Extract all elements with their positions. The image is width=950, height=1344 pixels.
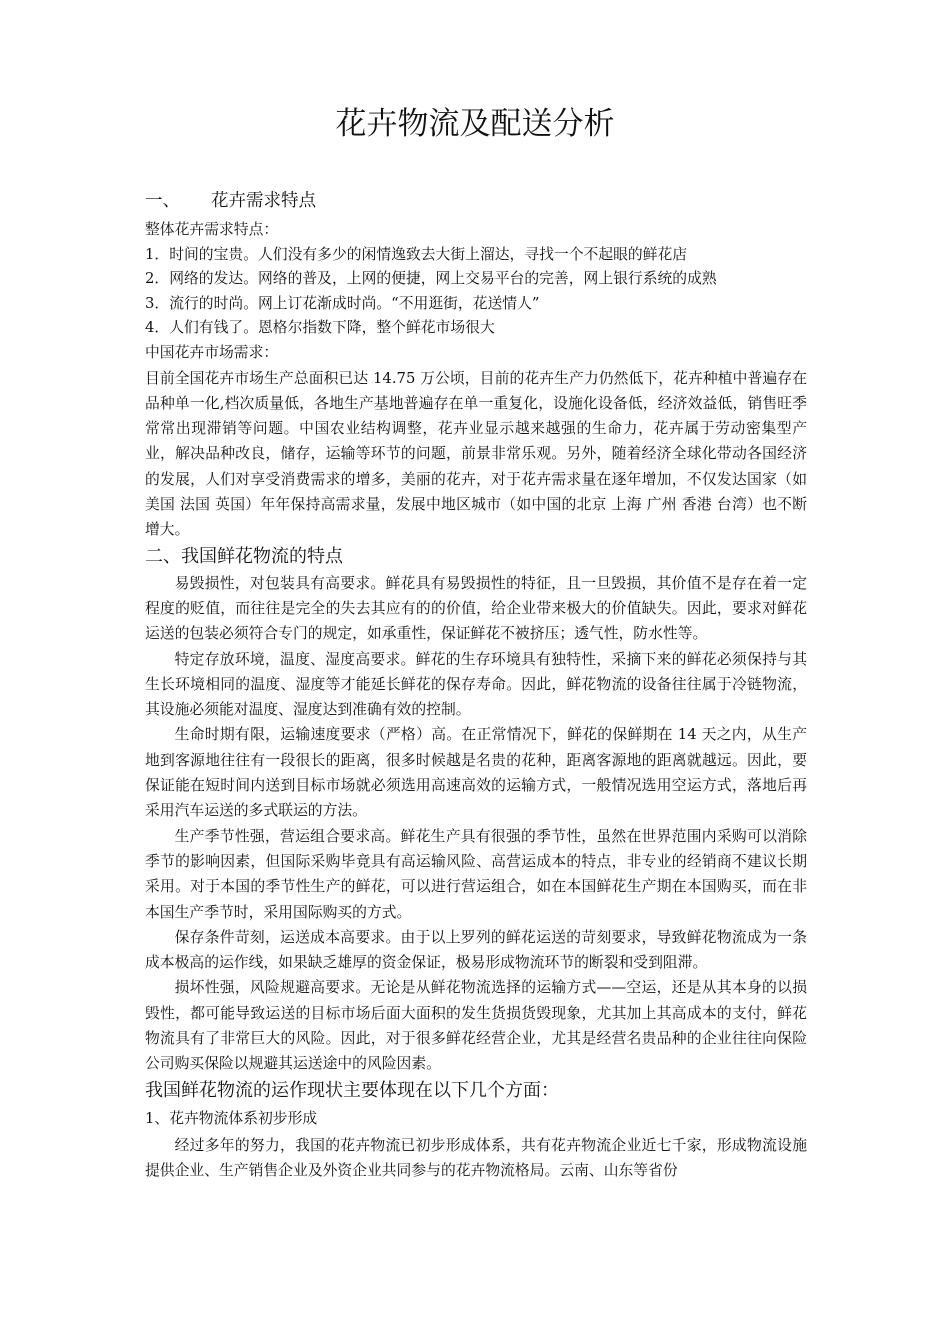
section-2-paragraph-2: 特定存放环境，温度、湿度高要求。鲜花的生存环境具有独特性，采摘下来的鲜花必须保持与其生长环境相同的温度、湿度等才能延长鲜花的保存寿命。因此，鲜花物流的设备往往属于冷链物流，其设施必须能对温度、湿度达到准确有效的控制。 <box>145 650 807 719</box>
demand-item-2: 2．网络的发达。网络的普及，上网的便捷，网上交易平台的完善，网上银行系统的成熟 <box>145 270 717 288</box>
section-2-paragraph-3: 生命时期有限，运输速度要求（严格）高。在正常情况下，鲜花的保鲜期在 14 天之内，从生产地到客源地往往有一段很长的距离，很多时候越是名贵的花种，距离客源地的距离就越远。因此，要保证能在短时间内送到目标市场就必须选用高速高效的运输方式，一般情况选用空运方式，落地后再采用汽车运送的多式联运的方法。 <box>145 726 807 820</box>
section-2-paragraph-1: 易毁损性，对包装具有高要求。鲜花具有易毁损性的特征，且一旦毁损，其价值不是存在着一定程度的贬值，而往往是完全的失去其应有的的价值，给企业带来极大的价值缺失。因此，要求对鲜花运送的包装必须符合专门的规定，如承重性，保证鲜花不被挤压；透气性，防水性等。 <box>145 574 807 643</box>
demand-item-1: 1．时间的宝贵。人们没有多少的闲情逸致去大街上溜达，寻找一个不起眼的鲜花店 <box>145 245 688 263</box>
section-3-subheading: 1、花卉物流体系初步形成 <box>145 1109 318 1127</box>
document-title: 花卉物流及配送分析 <box>335 106 615 142</box>
section-1-title: 花卉需求特点 <box>211 191 316 211</box>
china-market-paragraph: 目前全国花卉市场生产总面积已达 14.75 万公顷，目前的花卉生产力仍然低下，花卉种植中普遍存在品种单一化,档次质量低，各地生产基地普遍存在单一重复化，设施化设备低，经济效益低，销售旺季常常出现滞销等问题。中国农业结构调整，花卉业显示越来越强的生命力，花卉属于劳动密集型产业，解决品种改良，储存，运输等环节的问题，前景非常乐观。另外，随着经济全球化带动各国经济的发展，人们对享受消费需求的增多，美丽的花卉，对于花卉需求量在逐年增加，不仅发达国家（如美国 法国 英国）年年保持高需求量，发展中地区城市（如中国的北京 上海 广州 香港 台湾）也不断增大。 <box>145 369 807 539</box>
section-2-paragraph-6: 损坏性强，风险规避高要求。无论是从鲜花物流选择的运输方式——空运，还是从其本身的以损毁性，都可能导致运送的目标市场后面大面积的发生货损货毁现象，尤其加上其高成本的支付，鲜花物流具有了非常巨大的风险。因此，对于很多鲜花经营企业，尤其是经营名贵品种的企业往往向保险公司购买保险以规避其运送途中的风险因素。 <box>145 979 807 1073</box>
demand-item-4: 4．人们有钱了。恩格尔指数下降，整个鲜花市场很大 <box>145 319 495 337</box>
demand-item-3: 3．流行的时尚。网上订花渐成时尚。“不用逛街，花送情人” <box>145 294 540 312</box>
section-2-paragraph-5: 保存条件苛刻，运送成本高要求。由于以上罗列的鲜花运送的苛刻要求，导致鲜花物流成为一条成本极高的运作线，如果缺乏雄厚的资金保证，极易形成物流环节的断裂和受到阻滞。 <box>145 928 807 972</box>
china-market-label: 中国花卉市场需求： <box>145 343 279 361</box>
section-3-heading: 我国鲜花物流的运作现状主要体现在以下几个方面： <box>145 1079 559 1101</box>
section-1-number: 一、 <box>145 191 180 211</box>
section-3-paragraph: 经过多年的努力，我国的花卉物流已初步形成体系，共有花卉物流企业近七千家，形成物流设施提供企业、生产销售企业及外资企业共同参与的花卉物流格局。云南、山东等省份 <box>145 1136 807 1179</box>
section-2-heading: 二、我国鲜花物流的特点 <box>145 545 343 567</box>
section-1-heading <box>145 186 807 216</box>
section-2-paragraph-4: 生产季节性强，营运组合要求高。鲜花生产具有很强的季节性，虽然在世界范围内采购可以消除季节的影响因素，但国际采购毕竟具有高运输风险、高营运成本的特点，非专业的经销商不建议长期采用。对于本国的季节性生产的鲜花，可以进行营运组合，如在本国鲜花生产期在本国购买，而在非本国生产季节时，采用国际购买的方式。 <box>145 827 807 921</box>
overall-demand-label: 整体花卉需求特点： <box>145 221 279 238</box>
document-body <box>145 186 807 1183</box>
